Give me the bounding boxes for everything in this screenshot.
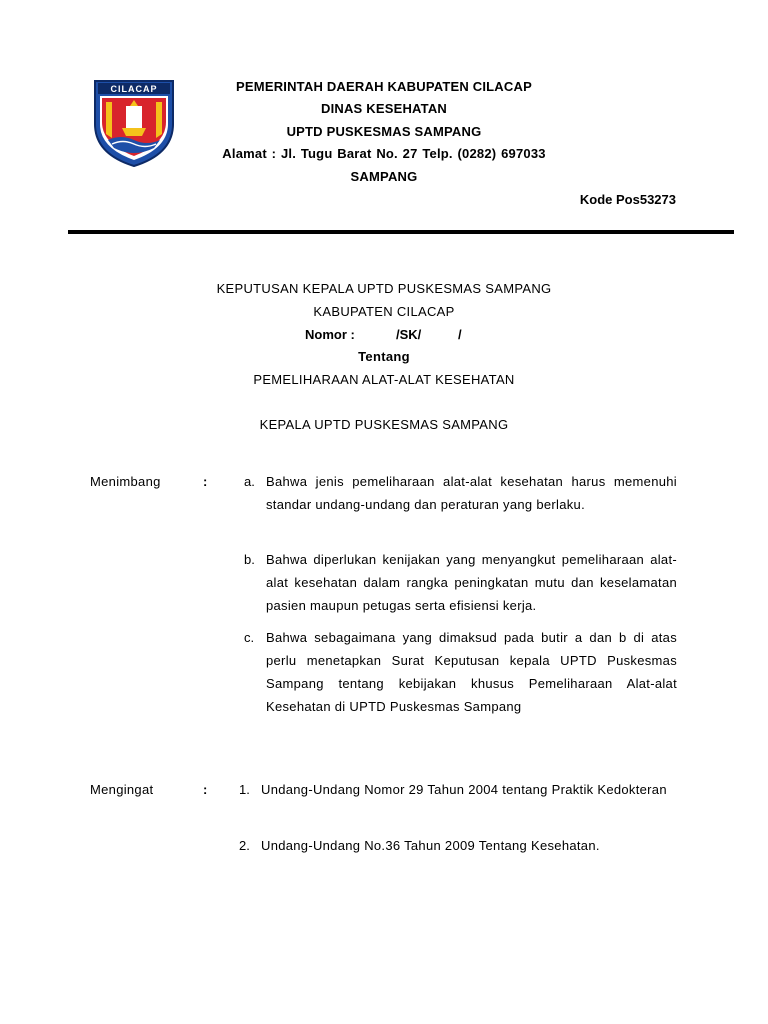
menimbang-colon: :	[203, 474, 208, 489]
postal-code: Kode Pos53273	[579, 192, 676, 207]
number-sk: /SK/	[396, 327, 422, 342]
menimbang-marker-c: c.	[244, 630, 255, 645]
menimbang-marker-b: b.	[244, 552, 255, 567]
agency-name: DINAS KESEHATAN	[320, 101, 448, 116]
mengingat-item-1: Undang-Undang Nomor 29 Tahun 2004 tentang Praktik Kedokteran	[261, 782, 667, 797]
institution-name: UPTD PUSKESMAS SAMPANG	[286, 124, 482, 139]
number-slash: /	[458, 327, 462, 342]
city-name: SAMPANG	[350, 169, 418, 184]
address-line: Alamat : Jl. Tugu Barat No. 27 Telp. (0282) 697033	[222, 146, 546, 161]
menimbang-item-b: Bahwa diperlukan kenijakan yang menyangkut pemeliharaan alat-alat kesehatan dalam rangka peningkatan mutu dan keselamatan pasien maupun petugas serta efisiensi kerja.	[266, 552, 677, 613]
menimbang-item-a: Bahwa jenis pemeliharaan alat-alat kesehatan harus memenuhi standar undang-undang dan peraturan yang berlaku.	[266, 474, 677, 512]
letterhead-divider	[68, 230, 734, 234]
mengingat-marker-1: 1.	[239, 782, 250, 797]
mengingat-marker-2: 2.	[239, 838, 250, 853]
number-label: Nomor :	[305, 327, 355, 342]
about-label: Tentang	[358, 349, 410, 364]
government-name: PEMERINTAH DAERAH KABUPATEN CILACAP	[236, 79, 532, 94]
logo-text: CILACAP	[110, 84, 158, 94]
menimbang-marker-a: a.	[244, 474, 255, 489]
decree-region: KABUPATEN CILACAP	[313, 304, 455, 319]
mengingat-label: Mengingat	[90, 782, 154, 797]
menimbang-label: Menimbang	[90, 474, 161, 489]
decree-issuer: KEPALA UPTD PUSKESMAS SAMPANG	[259, 417, 509, 432]
menimbang-item-c: Bahwa sebagaimana yang dimaksud pada butir a dan b di atas perlu menetapkan Surat Keputusan kepala UPTD Puskesmas Sampang tentang kebijakan khusus Pemeliharaan Alat-alat Kesehatan di UPTD Puskesmas Sampang	[266, 630, 677, 714]
decree-title: KEPUTUSAN KEPALA UPTD PUSKESMAS SAMPANG	[216, 281, 552, 296]
mengingat-item-2: Undang-Undang No.36 Tahun 2009 Tentang Kesehatan.	[261, 838, 600, 853]
decree-number	[0, 327, 768, 345]
decree-subject: PEMELIHARAAN ALAT-ALAT KESEHATAN	[253, 372, 515, 387]
mengingat-colon: :	[203, 782, 208, 797]
